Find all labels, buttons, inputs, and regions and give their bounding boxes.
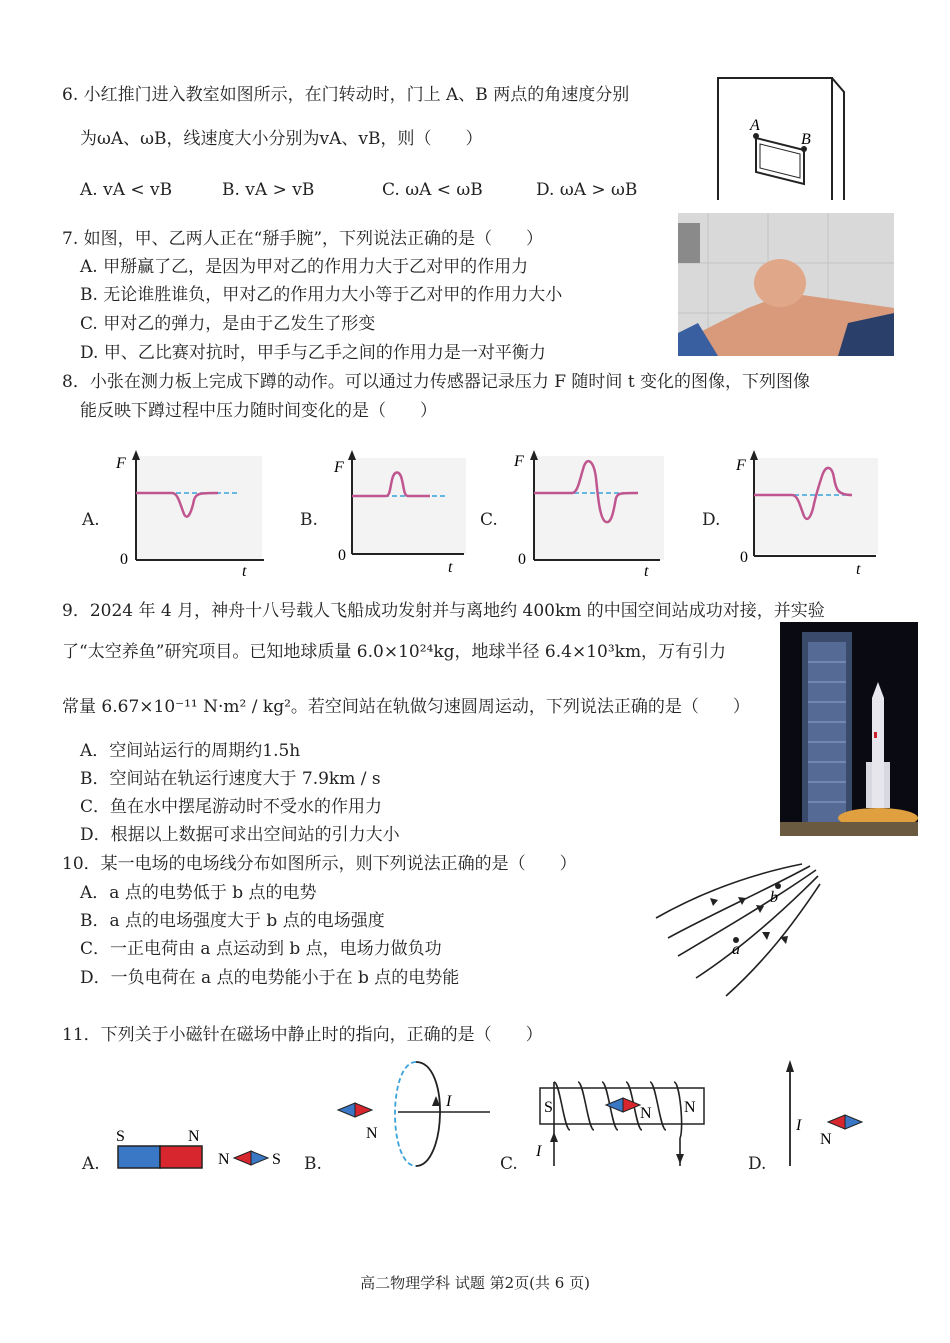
solenoid-s-label: S	[544, 1099, 553, 1116]
q9-option-d: D．根据以上数据可求出空间站的引力大小	[80, 825, 400, 845]
q11-label-c: C.	[500, 1154, 518, 1174]
graph-d-t-label: t	[856, 561, 861, 578]
page-footer: 高二物理学科 试题 第2页(共 6 页)	[360, 1274, 590, 1292]
wire-current-label: I	[796, 1117, 802, 1134]
q9-option-a: A．空间站运行的周期约1.5h	[80, 741, 301, 761]
q8-label-c: C.	[480, 510, 498, 530]
bar-magnet-figure	[108, 1124, 298, 1174]
graph-b-origin: 0	[338, 547, 346, 564]
q9-stem-line1: 9．2024 年 4 月，神舟十八号载人飞船成功发射并与离地约 400km 的中国空间站成功对接，并实验	[62, 601, 825, 621]
q10-option-d: D．一负电荷在 a 点的电势能小于在 b 点的电势能	[80, 968, 460, 988]
graph-a-origin: 0	[120, 551, 128, 568]
q10-option-b: B．a 点的电场强度大于 b 点的电场强度	[80, 911, 385, 931]
field-point-b-label: b	[770, 889, 778, 906]
q10-option-a: A．a 点的电势低于 b 点的电势	[80, 883, 317, 903]
q9-option-b: B．空间站在轨运行速度大于 7.9km / s	[80, 769, 381, 789]
q6-stem-line1: 6. 小红推门进入教室如图所示，在门转动时，门上 A、B 两点的角速度分别	[62, 85, 630, 105]
q10-option-c: C．一正电荷由 a 点运动到 b 点，电场力做负功	[80, 939, 442, 959]
graph-a-f-label: F	[116, 455, 126, 472]
q7-option-b: B. 无论谁胜谁负，甲对乙的作用力大小等于乙对甲的作用力大小	[80, 285, 563, 305]
solenoid-n-label: N	[684, 1099, 696, 1116]
q9-stem-line3: 常量 6.67×10⁻¹¹ N·m² / kg²。若空间站在轨做匀速圆周运动，下列说法正确的是（ ）	[62, 697, 750, 717]
needle-a-n-label: N	[218, 1151, 230, 1168]
graph-d	[732, 448, 882, 578]
q11-label-a: A.	[82, 1154, 100, 1174]
q9-option-c: C．鱼在水中摆尾游动时不受水的作用力	[80, 797, 383, 817]
electric-field-lines	[652, 862, 822, 1002]
door-figure	[712, 74, 862, 202]
q6-option-b: B. vA > vB	[222, 180, 315, 200]
q7-option-c: C. 甲对乙的弹力，是由于乙发生了形变	[80, 314, 376, 334]
q9-stem-line2: 了“太空养鱼”研究项目。已知地球质量 6.0×10²⁴kg，地球半径 6.4×10³km，万有引力	[62, 642, 727, 662]
needle-b-n-label: N	[366, 1125, 378, 1142]
graph-d-origin: 0	[740, 549, 748, 566]
rocket-launch-photo	[780, 622, 918, 836]
graph-b-f-label: F	[334, 459, 344, 476]
straight-wire-figure	[780, 1058, 880, 1170]
q8-label-d: D.	[702, 510, 721, 530]
graph-c-origin: 0	[518, 551, 526, 568]
q7-option-a: A. 甲掰赢了乙，是因为甲对乙的作用力大于乙对甲的作用力	[80, 257, 529, 277]
solenoid-figure	[530, 1078, 710, 1174]
graph-b	[330, 448, 470, 578]
q6-option-d: D. ωA > ωB	[536, 180, 638, 200]
arm-wrestling-photo	[678, 213, 894, 356]
q8-label-b: B.	[300, 510, 318, 530]
field-point-a-label: a	[732, 941, 740, 958]
q8-stem-line2: 能反映下蹲过程中压力随时间变化的是（ ）	[80, 401, 437, 421]
q11-label-d: D.	[748, 1154, 767, 1174]
needle-a-s-label: S	[272, 1151, 281, 1168]
q8-label-a: A.	[82, 510, 100, 530]
door-point-a-label: A	[750, 117, 760, 134]
q8-stem-line1: 8．小张在测力板上完成下蹲的动作。可以通过力传感器记录压力 F 随时间 t 变化的图像，下列图像	[62, 372, 811, 392]
q6-stem-line2: 为ωA、ωB，线速度大小分别为vA、vB，则（ ）	[80, 129, 483, 149]
needle-c-n-label: N	[640, 1105, 652, 1122]
door-point-b-label: B	[801, 131, 811, 148]
q10-stem: 10．某一电场的电场线分布如图所示，则下列说法正确的是（ ）	[62, 854, 577, 874]
bar-magnet-n-label: N	[188, 1128, 200, 1145]
q11-label-b: B.	[304, 1154, 322, 1174]
q11-stem: 11．下列关于小磁针在磁场中静止时的指向，正确的是（ ）	[62, 1025, 543, 1045]
q7-stem: 7. 如图，甲、乙两人正在“掰手腕”，下列说法正确的是（ ）	[62, 229, 544, 249]
solenoid-current-label: I	[536, 1143, 542, 1160]
graph-d-f-label: F	[736, 457, 746, 474]
bar-magnet-s-label: S	[116, 1128, 125, 1145]
graph-b-t-label: t	[448, 559, 453, 576]
graph-a	[112, 448, 272, 578]
graph-a-t-label: t	[242, 563, 247, 578]
q6-option-a: A. vA < vB	[80, 180, 173, 200]
graph-c	[510, 448, 670, 580]
q6-option-c: C. ωA < ωB	[382, 180, 483, 200]
q7-option-d: D. 甲、乙比赛对抗时，甲手与乙手之间的作用力是一对平衡力	[80, 343, 546, 363]
graph-c-t-label: t	[644, 563, 649, 580]
needle-d-n-label: N	[820, 1131, 832, 1148]
current-loop-figure	[336, 1058, 496, 1172]
graph-c-f-label: F	[514, 453, 524, 470]
loop-current-label: I	[446, 1093, 452, 1110]
